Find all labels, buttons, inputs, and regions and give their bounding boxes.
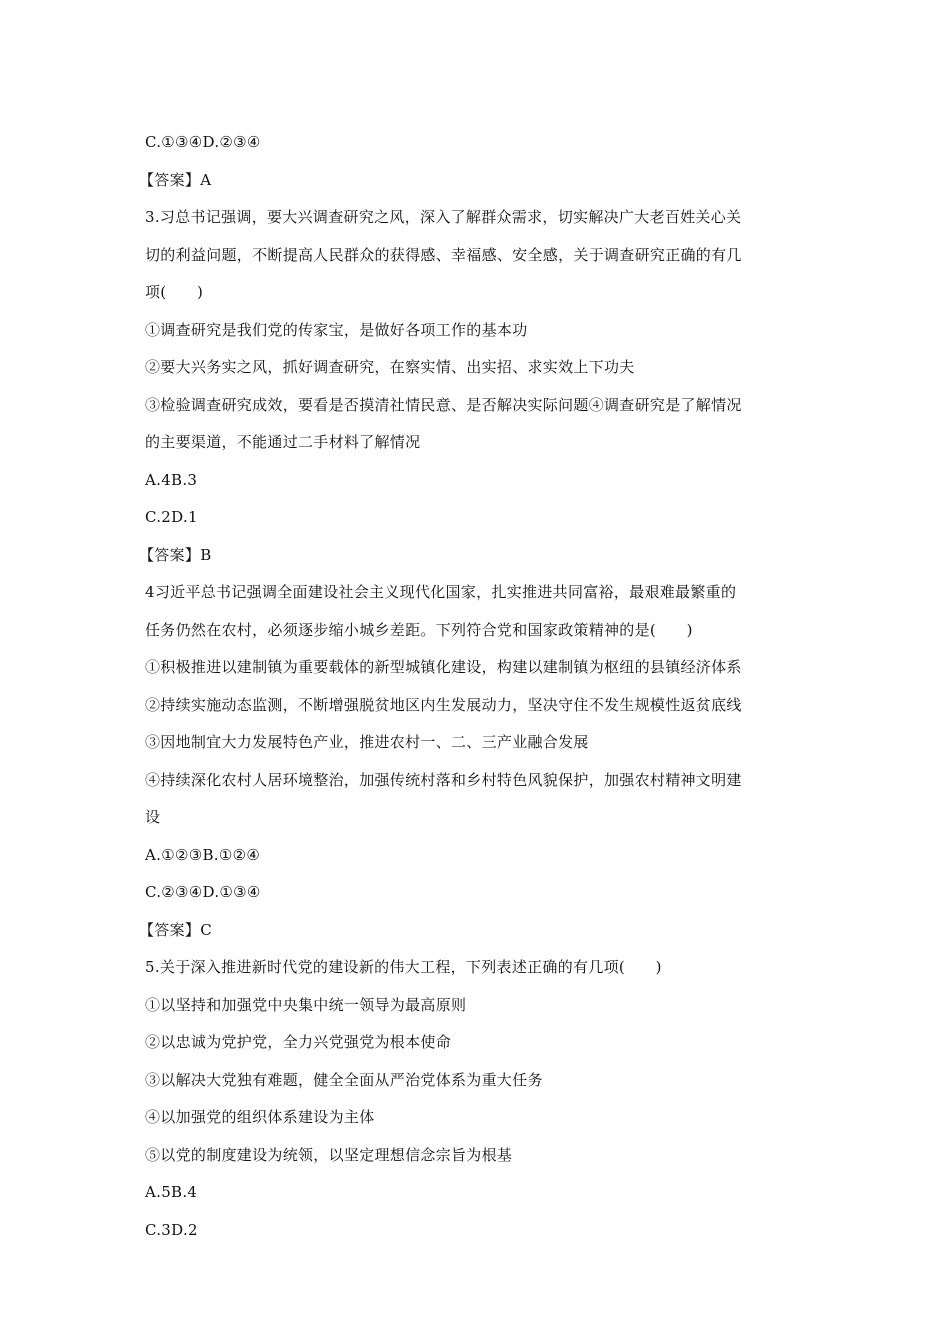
option-line: C.3D.2 — [145, 1220, 198, 1239]
document-page — [139, 124, 825, 1249]
question-3-text: 项( ) — [145, 283, 204, 301]
statement-line: ②以忠诚为党护党，全力兴党强党为根本使命 — [145, 1033, 452, 1051]
statement-line: ①积极推进以建制镇为重要载体的新型城镇化建设，构建以建制镇为枢纽的县镇经济体系 — [145, 658, 742, 676]
option-line: A.①②③B.①②④ — [145, 845, 261, 864]
option-line: C.①③④D.②③④ — [145, 133, 261, 151]
statement-line: 设 — [145, 808, 161, 826]
option-line: C.2D.1 — [145, 508, 198, 526]
answer-line: 【答案】A — [139, 170, 212, 189]
statement-line: ①以坚持和加强党中央集中统一领导为最高原则 — [145, 995, 467, 1014]
statement-line: ③以解决大党独有难题，健全全面从严治党体系为重大任务 — [145, 1070, 543, 1089]
option-line: A.5B.4 — [145, 1183, 198, 1201]
question-4-text: 4习近平总书记强调全面建设社会主义现代化国家，扎实推进共同富裕，最艰难最繁重的 — [145, 583, 737, 601]
statement-line: 的主要渠道，不能通过二手材料了解情况 — [145, 433, 421, 451]
statement-line: ③因地制宜大力发展特色产业，推进农村一、二、三产业融合发展 — [145, 733, 589, 751]
statement-line: ③检验调查研究成效，要看是否摸清社情民意、是否解决实际问题④调查研究是了解情况 — [145, 395, 742, 414]
question-3-text: 切的利益问题，不断提高人民群众的获得感、幸福感、安全感，关于调查研究正确的有几 — [145, 245, 742, 264]
question-5-text: 5.关于深入推进新时代党的建设新的伟大工程，下列表述正确的有几项( ) — [145, 958, 662, 976]
statement-line: ②持续实施动态监测，不断增强脱贫地区内生发展动力，坚决守住不发生规模性返贫底线 — [145, 695, 742, 714]
statement-line: ⑤以党的制度建设为统领，以坚定理想信念宗旨为根基 — [145, 1145, 513, 1164]
statement-line: ④以加强党的组织体系建设为主体 — [145, 1108, 375, 1126]
question-4-text: 任务仍然在农村，必须逐步缩小城乡差距。下列符合党和国家政策精神的是( ) — [145, 620, 693, 639]
statement-line: ②要大兴务实之风，抓好调查研究，在察实情、出实招、求实效上下功夫 — [145, 358, 635, 376]
statement-line: ④持续深化农村人居环境整治，加强传统村落和乡村特色风貌保护，加强农村精神文明建 — [145, 770, 742, 789]
question-3-text: 3.习总书记强调，要大兴调查研究之风，深入了解群众需求，切实解决广大老百姓关心关 — [145, 208, 742, 226]
statement-line: ①调查研究是我们党的传家宝，是做好各项工作的基本功 — [145, 320, 528, 339]
option-line: A.4B.3 — [145, 470, 198, 489]
answer-line: 【答案】C — [139, 920, 212, 939]
answer-line: 【答案】B — [139, 545, 212, 564]
option-line: C.②③④D.①③④ — [145, 883, 261, 901]
